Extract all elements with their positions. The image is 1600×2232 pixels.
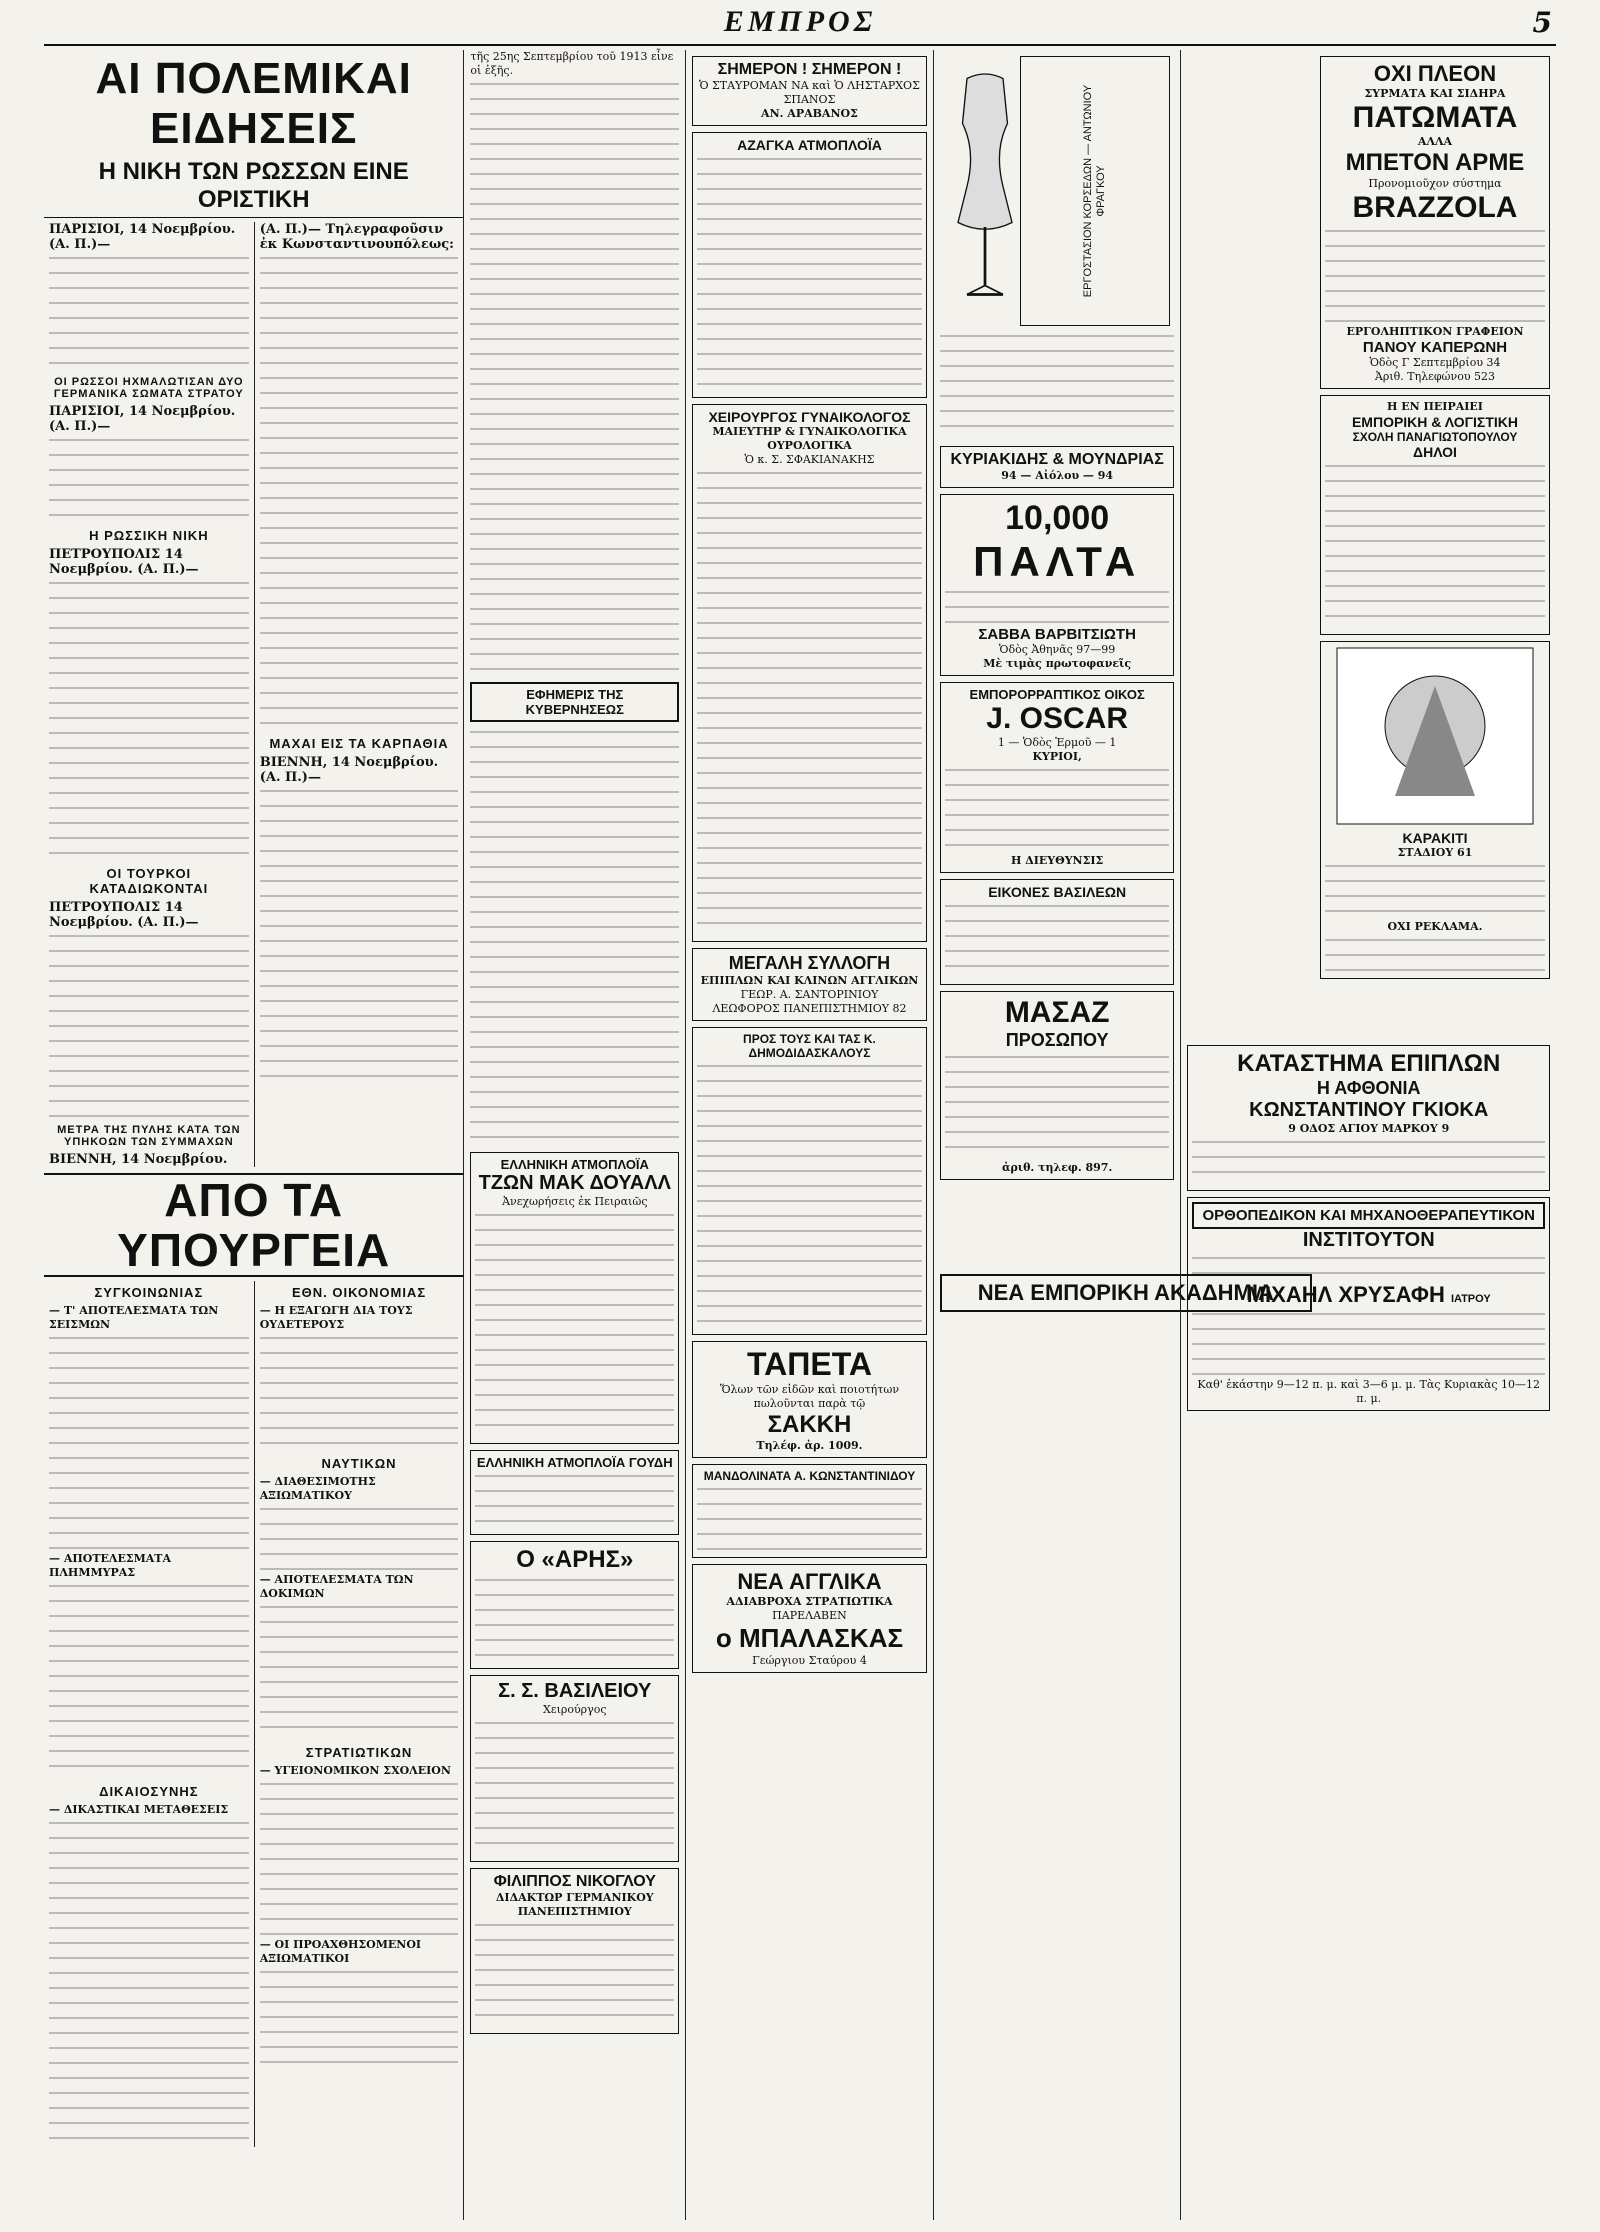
dateline: ΒΙΕΝΝΗ, 14 Νοεμβρίου. (Α. Π.)— xyxy=(259,755,439,785)
ad-sub: ΑΔΙΑΒΡΟΧΑ ΣΤΡΑΤΙΩΤΙΚΑ xyxy=(726,1595,893,1608)
ad-today xyxy=(692,56,927,126)
ad-name: ΣΑΒΒΑ ΒΑΡΒΙΤΣΙΩΤΗ xyxy=(978,626,1136,643)
article-text xyxy=(49,1817,249,2147)
ad-nikoglou xyxy=(470,1868,679,2034)
war-news-right xyxy=(254,222,464,1167)
ad-title: ΠΡΟΣ ΤΟΥΣ ΚΑΙ ΤΑΣ Κ. ΔΗΜΟΔΙΔΑΣΚΑΛΟΥΣ xyxy=(743,1032,876,1060)
ad-text xyxy=(697,153,922,393)
ad-text xyxy=(475,1209,674,1439)
ad-title: ΜΠΕΤΟΝ ΑΡΜΕ xyxy=(1345,149,1525,176)
ad-teachers xyxy=(692,1027,927,1335)
ad-text xyxy=(697,1060,922,1330)
ad-name: ΚΩΝΣΤΑΝΤΙΝΟΥ ΓΚΙΟΚΑ xyxy=(1249,1099,1489,1121)
corset-ad xyxy=(940,50,1175,330)
ad-sub: ΚΥΡΙΟΙ, xyxy=(1032,750,1082,763)
ad-sub: ΔΙΔΑΚΤΩΡ ΓΕΡΜΑΝΙΚΟΥ ΠΑΝΕΠΙΣΤΗΜΙΟΥ xyxy=(495,1891,654,1918)
ad-name: ο ΜΠΑΛΑΣΚΑΣ xyxy=(715,1623,904,1653)
ad-text xyxy=(1192,1136,1545,1186)
ad-news xyxy=(692,1564,927,1673)
ad-name: Ὁ κ. Σ. ΣΦΑΚΙΑΝΑΚΗΣ xyxy=(744,453,875,466)
ad-address: Γεώργιου Σταύρου 4 xyxy=(752,1654,867,1667)
ad-text xyxy=(1192,1308,1545,1378)
article-text xyxy=(49,434,249,524)
ad-hours: Καθ' ἑκάστην 9—12 π. μ. καὶ 3—6 μ. μ. Τὰς Κυριακὰς 10—12 π. μ. xyxy=(1197,1378,1541,1405)
ad-title: ΧΕΙΡΟΥΡΓΟΣ ΓΥΝΑΙΚΟΛΟΓΟΣ xyxy=(708,409,911,425)
dateline: ΠΑΡΙΣΙΟΙ, 14 Νοεμβρίου. (Α. Π.)— xyxy=(49,404,236,434)
ad-text xyxy=(475,1717,674,1857)
ad-text xyxy=(945,1051,1170,1161)
ad-title: ΚΑΤΑΣΤΗΜΑ ΕΠΙΠΛΩΝ xyxy=(1237,1050,1501,1077)
ad-sub: ΠΡΟΣΩΠΟΥ xyxy=(1005,1030,1109,1050)
ad-name: ΓΕΩΡ. Α. ΣΑΝΤΟΡΙΝΙΟΥ xyxy=(740,988,879,1001)
ad-text xyxy=(475,1470,674,1530)
ad-title: ΟΧΙ ΠΛΕΟΝ xyxy=(1373,61,1497,86)
ad-sub: ΜΑΙΕΥΤΗΡ & ΓΥΝΑΙΚΟΛΟΓΙΚΑ ΟΥΡΟΛΟΓΙΚΑ xyxy=(712,425,907,452)
war-news-headline: ΑΙ ΠΟΛΕΜΙΚΑΙ ΕΙΔΗΣΕΙΣ xyxy=(95,54,412,153)
newspaper-title: ΕΜΠΡΟΣ xyxy=(723,5,877,38)
article-text xyxy=(49,252,249,372)
section-sub: — ΥΓΕΙΟΝΟΜΙΚΟΝ ΣΧΟΛΕΙΟΝ xyxy=(259,1764,451,1777)
ad-vasileiou xyxy=(470,1675,679,1862)
academy-banner: ΝΕΑ ΕΜΠΟΡΙΚΗ ΑΚΑΔΗΜΙΑ xyxy=(940,1274,1312,1312)
ad-mandolins xyxy=(692,1464,927,1558)
ad-title: ΕΛΛΗΝΙΚΗ ΑΤΜΟΠΛΟΪΑ ΓΟΥΔΗ xyxy=(476,1455,673,1470)
article-text xyxy=(49,930,249,1120)
poster-caption: ΣΤΑΔΙΟΥ 61 xyxy=(1397,846,1473,859)
ad-brazzola xyxy=(1320,56,1550,389)
ad-icons xyxy=(940,879,1175,985)
ad-text xyxy=(945,586,1170,626)
ad-top: Η ΕΝ ΠΕΙΡΑΙΕΙ xyxy=(1387,400,1483,413)
ad-brand: BRAZZOLA xyxy=(1352,191,1518,224)
column-ads-c xyxy=(1180,50,1556,2220)
ministries-right xyxy=(254,1281,464,2147)
ad-title: ΤΑΠΕΤΑ xyxy=(746,1346,872,1382)
subhead: Η ΡΩΣΣΙΚΗ ΝΙΚΗ xyxy=(89,528,209,543)
ad-carpets xyxy=(692,1341,927,1458)
ad-line: Ἀνεχωρήσεις ἐκ Πειραιῶς xyxy=(502,1195,648,1208)
section-sub: — ΑΠΟΤΕΛΕΣΜΑΤΑ ΠΛΗΜΜΥΡΑΣ xyxy=(49,1552,172,1579)
war-news-left xyxy=(44,222,254,1167)
dateline: ΠΕΤΡΟΥΠΟΛΙΣ 14 Νοεμβρίου. (Α. Π.)— xyxy=(49,900,199,930)
article-text xyxy=(49,577,249,862)
subhead: ΟΙ ΡΩΣΣΟΙ ΗΧΜΑΛΩΤΙΣΑΝ ΔΥΟ ΓΕΡΜΑΝΙΚΑ ΣΩΜΑΤΑ ΣΤΡΑΤΟΥ xyxy=(53,376,244,400)
ad-title: ΜΑΝΔΟΛΙΝΑΤΑ Α. ΚΩΝΣΤΑΝΤΙΝΙΔΟΥ xyxy=(703,1469,916,1483)
section-title: ΣΤΡΑΤΙΩΤΙΚΩΝ xyxy=(305,1745,413,1760)
article-text xyxy=(49,1332,249,1552)
ad-oscar xyxy=(940,682,1175,873)
ad-title: ΝΕΑ ΑΓΓΛΙΚΑ xyxy=(737,1569,882,1594)
article-text xyxy=(260,785,459,1085)
column-top-line: τῆς 25ης Σεπτεμβρίου τοῦ 1913 εἶνε οἱ ἑξῆς. xyxy=(470,50,674,77)
dateline: ΠΑΡΙΣΙΟΙ, 14 Νοεμβρίου. (Α. Π.)— xyxy=(49,222,236,252)
ad-phone: ἀριθ. τηλεφ. 897. xyxy=(1001,1161,1113,1174)
ad-school xyxy=(1320,395,1550,635)
ad-phone: Ἀριθ. Τηλεφώνου 523 xyxy=(1374,370,1496,383)
ad-text xyxy=(1325,934,1545,974)
section-sub: — Η ΕΞΑΓΩΓΗ ΔΙΑ ΤΟΥΣ ΟΥΔΕΤΕΡΟΥΣ xyxy=(259,1304,413,1331)
subhead: ΜΕΤΡΑ ΤΗΣ ΠΥΛΗΣ ΚΑΤΑ ΤΩΝ ΥΠΗΚΟΩΝ ΤΩΝ ΣΥΜΜΑΧΩΝ xyxy=(57,1124,241,1148)
ad-goudi xyxy=(470,1450,679,1535)
ad-surgeon xyxy=(692,404,927,942)
ad-title: ΕΙΚΟΝΕΣ ΒΑΣΙΛΕΩΝ xyxy=(988,884,1127,900)
ad-sub: Προνομιοῦχον σύστημα xyxy=(1368,177,1502,190)
ad-sub: ΔΗΛΟΙ xyxy=(1413,444,1457,460)
ad-text xyxy=(697,467,922,937)
ad-sub: ΣΥΡΜΑΤΑ ΚΑΙ ΣΙΔΗΡΑ xyxy=(1364,87,1506,100)
ad-line: ΠΑΡΕΛΑΒΕΝ xyxy=(772,1609,847,1622)
article-text xyxy=(470,726,679,1146)
ad-address: Ὁδὸς Γ Σεπτεμβρίου 34 xyxy=(1369,356,1501,369)
ad-direction: Η ΔΙΕΥΘΥΝΣΙΣ xyxy=(1010,854,1104,867)
ad-title: ΕΜΠΟΡΙΚΗ & ΛΟΓΙΣΤΙΚΗ xyxy=(1351,414,1518,430)
ad-sub: ΕΠΙΠΛΩΝ ΚΑΙ ΚΛΙΝΩΝ ΑΓΓΛΙΚΩΝ xyxy=(700,974,919,987)
dateline: (Α. Π.)— Τηλεγραφοῦσιν ἐκ Κωνσταντινουπόλεως: xyxy=(259,222,454,252)
article-text xyxy=(260,1503,459,1573)
ad-text xyxy=(945,900,1170,980)
ad-sub: ΑΛΛΑ xyxy=(1417,135,1453,148)
ad-title: ΕΛΛΗΝΙΚΗ ΑΤΜΟΠΛΟΪΑ xyxy=(500,1157,649,1172)
ad-text xyxy=(1192,1252,1545,1282)
section-sub: — ΑΠΟΤΕΛΕΣΜΑΤΑ ΤΩΝ ΔΟΚΙΜΩΝ xyxy=(259,1573,414,1600)
ad-title: ΠΑΤΩΜΑΤΑ xyxy=(1352,101,1518,134)
ad-address: 9 ΟΔΟΣ ΑΓΙΟΥ ΜΑΡΚΟΥ 9 xyxy=(1288,1122,1450,1135)
ad-address: 94 — Αἰόλου — 94 xyxy=(1001,469,1114,482)
column-shipping xyxy=(463,50,685,2220)
ad-phone: Τηλέφ. ἀρ. 1009. xyxy=(756,1439,863,1452)
ad-text xyxy=(945,764,1170,854)
ad-text xyxy=(475,1574,674,1664)
poster-title: ΚΑΡΑΚΙΤΙ xyxy=(1402,830,1468,846)
ad-name: ΠΑΝΟΥ ΚΑΠΕΡΩΝΗ xyxy=(1362,339,1508,356)
ad-text xyxy=(1325,860,1545,920)
column-war-news xyxy=(44,50,463,2220)
dateline: ΒΙΕΝΝΗ, 14 Νοεμβρίου. xyxy=(49,1152,228,1167)
column-ads-b xyxy=(933,50,1274,2220)
ad-text xyxy=(1325,225,1545,325)
article-text xyxy=(260,1601,459,1741)
section-title: ΣΥΓΚΟΙΝΩΝΙΑΣ xyxy=(94,1285,204,1300)
ad-masaz xyxy=(940,991,1175,1180)
ad-address: Ὁδὸς Ἀθηνᾶς 97—99 xyxy=(999,643,1116,656)
ad-collection xyxy=(692,948,927,1021)
section-title: ΕΘΝ. ΟΙΚΟΝΟΜΙΑΣ xyxy=(291,1285,427,1300)
ad-palta xyxy=(940,494,1175,676)
ad-sub: Χειρούργος xyxy=(543,1703,607,1716)
ad-name: ΣΧΟΛΗ ΠΑΝΑΓΙΩΤΟΠΟΥΛΟΥ xyxy=(1352,430,1518,444)
ad-title: ΑΖΑΓΚΑ ΑΤΜΟΠΛΟΪΑ xyxy=(737,137,882,153)
ad-title: ΜΑΣΑΖ xyxy=(1004,996,1110,1029)
column-ads-a xyxy=(685,50,933,2220)
ad-mac-douall xyxy=(470,1152,679,1444)
section-title: ΝΑΥΤΙΚΩΝ xyxy=(321,1456,397,1471)
war-news-subhead: Η ΝΙΚΗ ΤΩΝ ΡΩΣΣΩΝ ΕΙΝΕ ΟΡΙΣΤΙΚΗ xyxy=(44,158,463,218)
columns xyxy=(44,50,1556,2220)
ad-address: 1 — Ὁδὸς Ἑρμοῦ — 1 xyxy=(997,736,1117,749)
ad-text xyxy=(940,330,1175,440)
article-text xyxy=(470,78,679,678)
ad-name: ΣΑΚΚΗ xyxy=(767,1411,852,1438)
subhead: ΟΙ ΤΟΥΡΚΟΙ ΚΑΤΑΔΙΩΚΟΝΤΑΙ xyxy=(89,866,209,896)
ad-orthopedic xyxy=(1187,1197,1550,1411)
ad-title: Ο «ΑΡΗΣ» xyxy=(516,1546,634,1573)
ad-name: ΑΝ. ΑΡΑΒΑΝΟΣ xyxy=(761,107,858,120)
war-news-body xyxy=(44,222,463,1167)
ministries-left xyxy=(44,1281,254,2147)
ad-name: ΤΖΩΝ ΜΑΚ ΔΟΥΑΛΛ xyxy=(478,1172,671,1194)
section-sub: — ΔΙΚΑΣΤΙΚΑΙ ΜΕΤΑΘΕΣΕΙΣ xyxy=(49,1803,229,1816)
ad-number: 10,000 xyxy=(1005,499,1110,537)
ad-name: J. OSCAR xyxy=(986,702,1128,735)
gazette-title: ΕΦΗΜΕΡΙΣ ΤΗΣ ΚΥΒΕΡΝΗΣΕΩΣ xyxy=(470,682,679,722)
page-number: 5 xyxy=(1532,6,1552,39)
section-sub: — Τ' ΑΠΟΤΕΛΕΣΜΑΤΑ ΤΩΝ ΣΕΙΣΜΩΝ xyxy=(49,1304,219,1331)
article-text xyxy=(260,1332,459,1452)
ad-title: ΟΡΘΟΠΕΔΙΚΟΝ ΚΑΙ ΜΗΧΑΝΟΘΕΡΑΠΕΥΤΙΚΟΝ xyxy=(1192,1202,1545,1229)
ad-title: ΦΙΛΙΠΠΟΣ ΝΙΚΟΓΛΟΥ xyxy=(493,1873,656,1890)
masthead xyxy=(44,0,1556,46)
ad-sub: Ὅλων τῶν εἰδῶν καὶ ποιοτήτων πωλοῦνται παρὰ τῷ xyxy=(719,1383,900,1410)
ministries-headline: ΑΠΟ ΤΑ ΥΠΟΥΡΓΕΙΑ xyxy=(44,1173,463,1277)
ad-name: ΜΙΧΑΗΛ ΧΡΥΣΑΦΗ ΙΑΤΡΟΥ xyxy=(1246,1282,1491,1307)
ad-office: ΕΡΓΟΛΗΠΤΙΚΟΝ ΓΡΑΦΕΙΟΝ xyxy=(1346,325,1524,338)
ministries-body xyxy=(44,1281,463,2147)
ad-sub: Ὁ ΣΤΑΥΡΟΜΑΝ ΝΑ καὶ Ὁ ΛΗΣΤΑΡΧΟΣ ΣΠΑΝΟΣ xyxy=(699,79,920,106)
karakiti-poster xyxy=(1325,646,1545,826)
ad-title: ΠΑΛΤΑ xyxy=(973,538,1142,585)
subhead: ΜΑΧΑΙ ΕΙΣ ΤΑ ΚΑΡΠΑΘΙΑ xyxy=(269,736,449,751)
ad-title: Σ. Σ. ΒΑΣΙΛΕΙΟΥ xyxy=(498,1680,652,1702)
ad-title: ΣΗΜΕΡΟΝ ! ΣΗΜΕΡΟΝ ! xyxy=(717,61,902,78)
article-text xyxy=(260,1966,459,2066)
ad-sub: Η ΑΦΘΟΝΙΑ xyxy=(1316,1078,1421,1098)
section-title: ΔΙΚΑΙΟΣΥΝΗΣ xyxy=(99,1784,199,1799)
ad-text xyxy=(697,1483,922,1553)
section-sub: — ΟΙ ΠΡΟΑΧΘΗΣΟΜΕΝΟΙ ΑΞΙΩΜΑΤΙΚΟΙ xyxy=(259,1938,422,1965)
ad-kyriakidis xyxy=(940,446,1175,488)
ad-title: ΜΕΓΑΛΗ ΣΥΛΛΟΓΗ xyxy=(728,953,891,973)
corset-vertical-text: ΕΡΓΟΣΤΑΣΙΟΝ ΚΟΡΣΕΔΩΝ — ΑΝΤΩΝΙΟΥ ΦΡΑΓΚΟΥ xyxy=(1020,56,1170,326)
dateline: ΠΕΤΡΟΥΠΟΛΙΣ 14 Νοεμβρίου. (Α. Π.)— xyxy=(49,547,199,577)
ad-furniture xyxy=(1187,1045,1550,1191)
corset-illustration xyxy=(940,56,1030,326)
ad-title: ΚΥΡΙΑΚΙΔΗΣ & ΜΟΥΝΔΡΙΑΣ xyxy=(950,451,1164,468)
ad-text xyxy=(1325,460,1545,630)
ad-sub: ΙΝΣΤΙΤΟΥΤΟΝ xyxy=(1302,1229,1435,1251)
ad-title: ΕΜΠΟΡΟΡΡΑΠΤΙΚΟΣ ΟΙΚΟΣ xyxy=(969,687,1145,702)
article-text xyxy=(49,1580,249,1780)
ad-azagka xyxy=(692,132,927,398)
article-text xyxy=(260,252,459,732)
ad-aris xyxy=(470,1541,679,1669)
ad-address: ΛΕΩΦΟΡΟΣ ΠΑΝΕΠΙΣΤΗΜΙΟΥ 82 xyxy=(712,1002,907,1015)
ad-karakiti xyxy=(1320,641,1550,979)
ad-title: ΟΧΙ ΡΕΚΛΑΜΑ. xyxy=(1387,920,1483,933)
section-sub: — ΔΙΑΘΕΣΙΜΟΤΗΣ ΑΞΙΩΜΑΤΙΚΟΥ xyxy=(259,1475,376,1502)
article-text xyxy=(260,1778,459,1938)
ad-price: Μὲ τιμὰς πρωτοφανεῖς xyxy=(983,657,1132,670)
ad-text xyxy=(475,1919,674,2029)
